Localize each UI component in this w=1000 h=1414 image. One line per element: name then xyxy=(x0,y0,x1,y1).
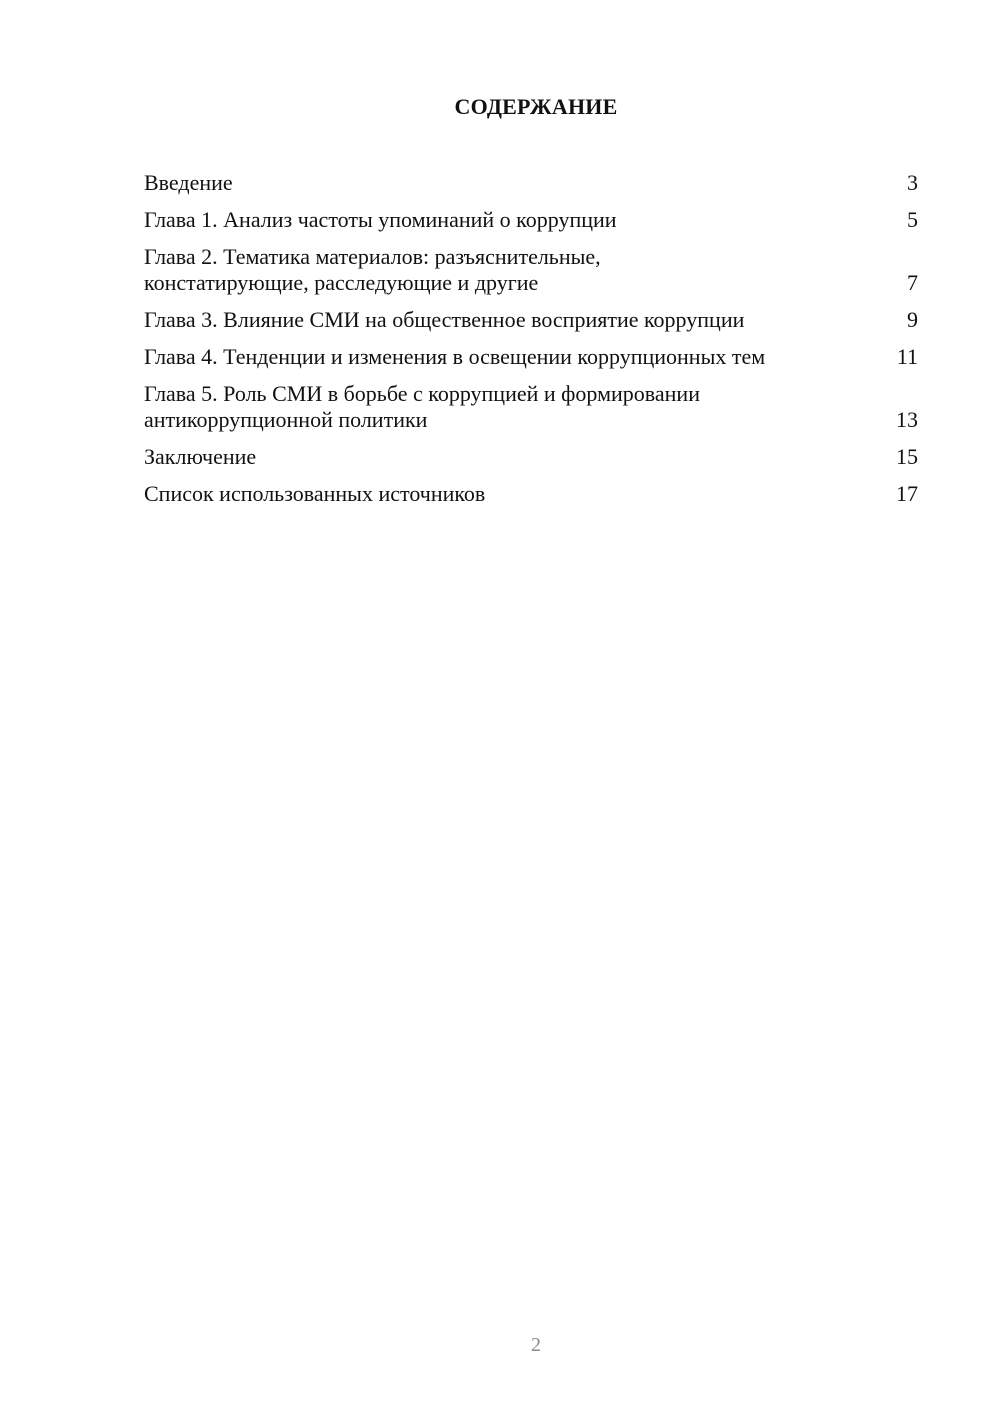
toc-entry-chapter-5[interactable] xyxy=(144,381,918,433)
toc-entry-page: 11 xyxy=(896,344,918,369)
toc-entry-page: 15 xyxy=(896,444,918,469)
toc-entry-references[interactable] xyxy=(144,481,918,507)
toc-entry-chapter-3[interactable] xyxy=(144,307,918,333)
toc-entry-page: 17 xyxy=(896,481,918,506)
toc-entry-label: Глава 5. Роль СМИ в борьбе с коррупцией и формировании антикоррупционной политики xyxy=(144,381,700,432)
toc-entry-page: 3 xyxy=(907,170,918,195)
toc-entry-chapter-1[interactable] xyxy=(144,207,918,233)
toc-entry-page: 5 xyxy=(907,207,918,232)
toc-entry-page: 9 xyxy=(907,307,918,332)
table-of-contents xyxy=(144,170,918,518)
toc-entry-introduction[interactable] xyxy=(144,170,918,196)
toc-entry-label: Глава 3. Влияние СМИ на общественное восприятие коррупции xyxy=(144,307,745,332)
toc-entry-label: Глава 2. Тематика материалов: разъяснительные, констатирующие, расследующие и другие xyxy=(144,244,601,295)
toc-entry-conclusion[interactable] xyxy=(144,444,918,470)
toc-entry-page: 7 xyxy=(907,270,918,295)
toc-entry-label: Глава 1. Анализ частоты упоминаний о коррупции xyxy=(144,207,617,232)
toc-entry-page: 13 xyxy=(896,407,918,432)
toc-entry-label: Глава 4. Тенденции и изменения в освещении коррупционных тем xyxy=(144,344,766,369)
page-number: 2 xyxy=(531,1334,541,1356)
page-title: СОДЕРЖАНИЕ xyxy=(454,94,618,119)
toc-entry-label: Список использованных источников xyxy=(144,481,486,506)
toc-entry-label: Введение xyxy=(144,170,233,195)
toc-entry-label: Заключение xyxy=(144,444,257,469)
toc-entry-chapter-2[interactable] xyxy=(144,244,918,296)
toc-entry-chapter-4[interactable] xyxy=(144,344,918,370)
